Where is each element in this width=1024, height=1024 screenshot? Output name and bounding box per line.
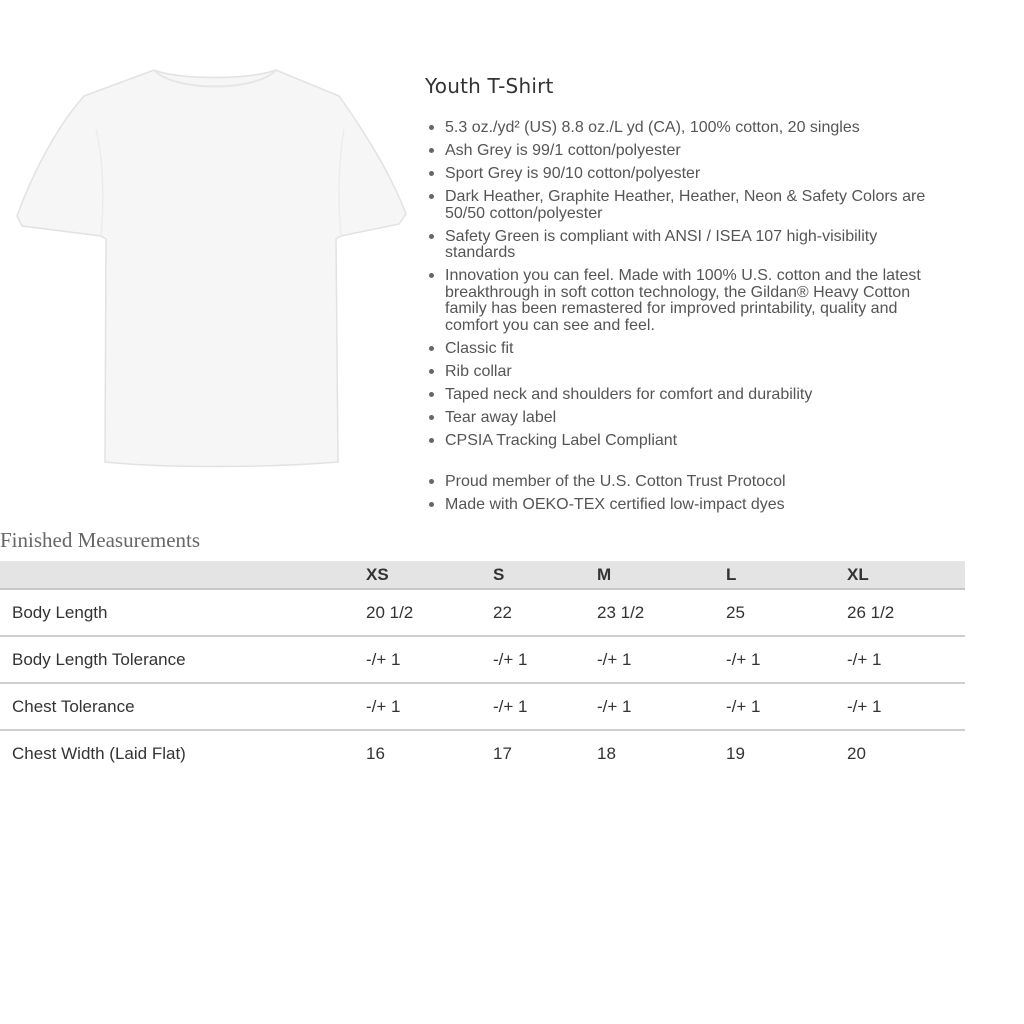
table-cell: 20 bbox=[847, 744, 866, 763]
measurements-title: Finished Measurements bbox=[0, 528, 201, 552]
table-cell: -/+ 1 bbox=[597, 649, 632, 669]
feature-item: Dark Heather, Graphite Heather, Heather, Neon & Safety Colors are 50/50 cotton/polyester bbox=[425, 189, 945, 222]
row-label: Body Length Tolerance bbox=[12, 649, 186, 669]
table-cell: -/+ 1 bbox=[726, 649, 761, 669]
table-cell: 25 bbox=[726, 602, 745, 622]
table-header-row bbox=[0, 561, 965, 589]
header-size-xs: XS bbox=[366, 561, 493, 589]
tshirt-image bbox=[14, 64, 414, 469]
table-cell: 20 1/2 bbox=[366, 602, 414, 622]
measurements-table bbox=[0, 561, 965, 777]
extra-feature-list bbox=[425, 474, 945, 520]
header-size-s: S bbox=[493, 561, 597, 589]
table-cell: 16 bbox=[366, 744, 385, 763]
table-cell: 26 1/2 bbox=[847, 602, 895, 622]
header-size-m: M bbox=[597, 561, 726, 589]
table-row bbox=[0, 683, 965, 730]
header-size-xl: XL bbox=[847, 561, 965, 589]
table-cell: -/+ 1 bbox=[366, 696, 401, 716]
row-label: Chest Tolerance bbox=[12, 696, 135, 716]
table-row bbox=[0, 636, 965, 683]
feature-item: Proud member of the U.S. Cotton Trust Protocol bbox=[425, 474, 945, 491]
table-cell: -/+ 1 bbox=[847, 696, 882, 716]
feature-item: Taped neck and shoulders for comfort and durability bbox=[425, 387, 945, 404]
feature-item: Innovation you can feel. Made with 100% U.S. cotton and the latest breakthrough in soft cotton technology, the Gildan® Heavy Cotton family has been remastered for improved printability, quality and comfort you can see and feel. bbox=[425, 268, 945, 334]
table-row bbox=[0, 589, 965, 636]
feature-item: Sport Grey is 90/10 cotton/polyester bbox=[425, 166, 945, 183]
feature-item: Classic fit bbox=[425, 341, 945, 358]
feature-item: 5.3 oz./yd² (US) 8.8 oz./L yd (CA), 100% cotton, 20 singles bbox=[425, 120, 945, 137]
header-size-l: L bbox=[726, 561, 847, 589]
feature-item: Made with OEKO-TEX certified low-impact dyes bbox=[425, 497, 945, 514]
table-cell: -/+ 1 bbox=[847, 649, 882, 669]
table-row bbox=[0, 730, 965, 777]
table-cell: 17 bbox=[493, 744, 512, 763]
header-label-cell bbox=[0, 561, 366, 589]
table-cell: -/+ 1 bbox=[493, 649, 528, 669]
feature-item: Ash Grey is 99/1 cotton/polyester bbox=[425, 143, 945, 160]
table-cell: 19 bbox=[726, 744, 745, 763]
table-cell: -/+ 1 bbox=[726, 696, 761, 716]
feature-item: Rib collar bbox=[425, 364, 945, 381]
row-label: Body Length bbox=[12, 602, 108, 622]
table-cell: 22 bbox=[493, 602, 512, 622]
row-label: Chest Width (Laid Flat) bbox=[12, 744, 186, 763]
table-cell: -/+ 1 bbox=[597, 696, 632, 716]
table-cell: -/+ 1 bbox=[366, 649, 401, 669]
table-cell: 23 1/2 bbox=[597, 602, 645, 622]
feature-item: CPSIA Tracking Label Compliant bbox=[425, 433, 945, 450]
product-title: Youth T-Shirt bbox=[425, 74, 554, 98]
feature-list bbox=[425, 120, 945, 456]
table-cell: -/+ 1 bbox=[493, 696, 528, 716]
feature-item: Safety Green is compliant with ANSI / ISEA 107 high-visibility standards bbox=[425, 229, 945, 262]
table-cell: 18 bbox=[597, 744, 616, 763]
feature-item: Tear away label bbox=[425, 410, 945, 427]
